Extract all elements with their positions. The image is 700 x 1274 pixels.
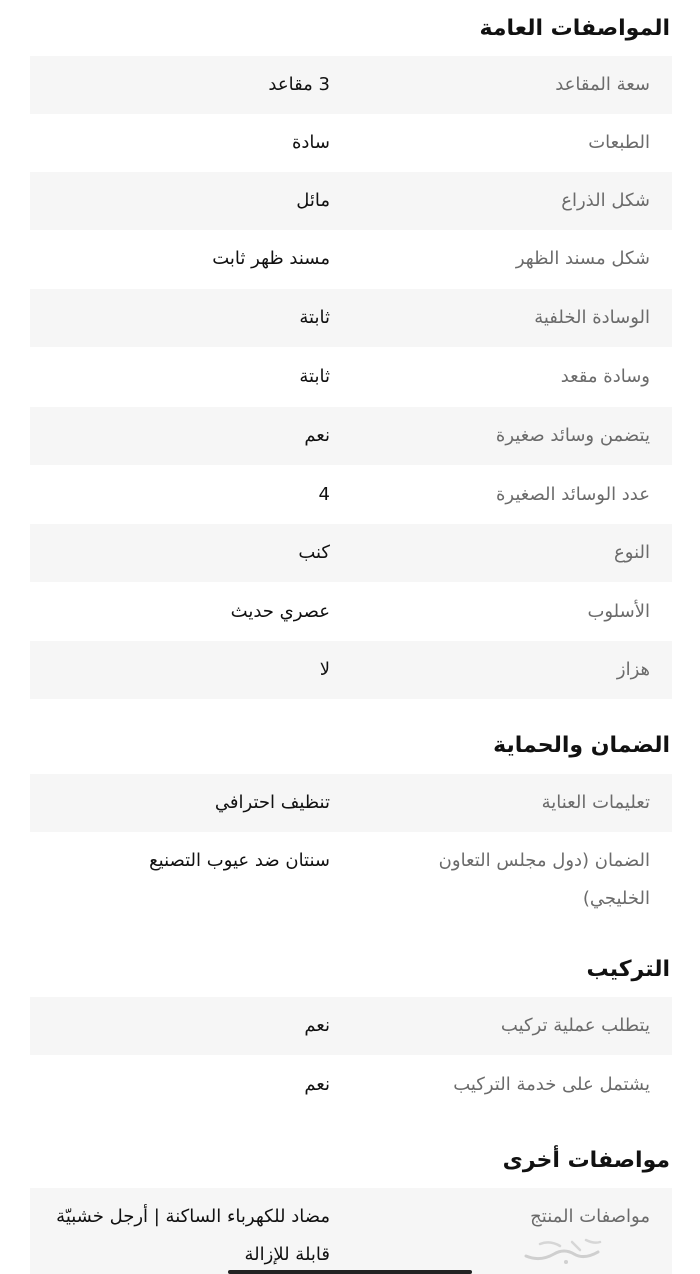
spec-label: النوع — [614, 542, 650, 563]
spec-row — [30, 289, 672, 347]
spec-row — [30, 524, 672, 582]
spec-row — [30, 56, 672, 114]
home-indicator — [228, 1270, 472, 1274]
spec-label: الأسلوب — [587, 601, 650, 622]
spec-label: عدد الوسائد الصغيرة — [495, 484, 650, 505]
spec-value: نعم — [304, 1015, 330, 1036]
spec-value: ثابتة — [299, 366, 330, 387]
spec-label: الوسادة الخلفية — [534, 307, 650, 328]
section-title-installation: التركيب — [586, 957, 670, 982]
spec-value: ثابتة — [299, 307, 330, 328]
spec-label: سعة المقاعد — [555, 74, 650, 95]
spec-row — [30, 1056, 672, 1114]
spec-row — [30, 774, 672, 832]
spec-value: سادة — [291, 132, 330, 153]
spec-row — [30, 348, 672, 406]
spec-row — [30, 466, 672, 524]
spec-row — [30, 230, 672, 288]
spec-value: مسند ظهر ثابت — [212, 248, 330, 269]
spec-value: عصري حديث — [230, 601, 330, 622]
spec-row — [30, 832, 672, 928]
spec-row — [30, 407, 672, 465]
spec-value: لا — [319, 659, 330, 680]
spec-value: 3 مقاعد — [268, 74, 330, 95]
spec-value: مائل — [296, 190, 330, 211]
spec-row — [30, 172, 672, 230]
spec-row — [30, 583, 672, 641]
spec-value: نعم — [304, 425, 330, 446]
spec-label: يتضمن وسائد صغيرة — [495, 425, 650, 446]
spec-label: يتطلب عملية تركيب — [500, 1015, 650, 1036]
spec-value: تنظيف احترافي — [214, 792, 330, 813]
spec-label: تعليمات العناية — [541, 792, 650, 813]
haraj-watermark-logo — [520, 1232, 610, 1268]
spec-label: هزاز — [616, 659, 650, 680]
spec-label: شكل الذراع — [561, 190, 650, 211]
spec-row — [30, 997, 672, 1055]
spec-label: مواصفات المنتج — [530, 1206, 650, 1227]
spec-label: يشتمل على خدمة التركيب — [453, 1074, 650, 1095]
spec-label: الضمان (دول مجلس التعاون الخليجي) — [438, 850, 650, 909]
spec-label: الطبعات — [588, 132, 650, 153]
spec-value: مضاد للكهرباء الساكنة | أرجل خشبيّة قابلة للإزالة — [56, 1206, 330, 1265]
section-title-other: مواصفات أخرى — [502, 1148, 670, 1173]
spec-label: شكل مسند الظهر — [515, 248, 650, 269]
section-title-warranty: الضمان والحماية — [493, 733, 670, 758]
spec-row — [30, 114, 672, 172]
spec-value: سنتان ضد عيوب التصنيع — [149, 850, 330, 871]
spec-row — [30, 641, 672, 699]
spec-value: 4 — [318, 484, 330, 505]
spec-value: نعم — [304, 1074, 330, 1095]
spec-value: كنب — [298, 542, 330, 563]
section-title-general: المواصفات العامة — [479, 16, 670, 41]
spec-label: وسادة مقعد — [560, 366, 650, 387]
